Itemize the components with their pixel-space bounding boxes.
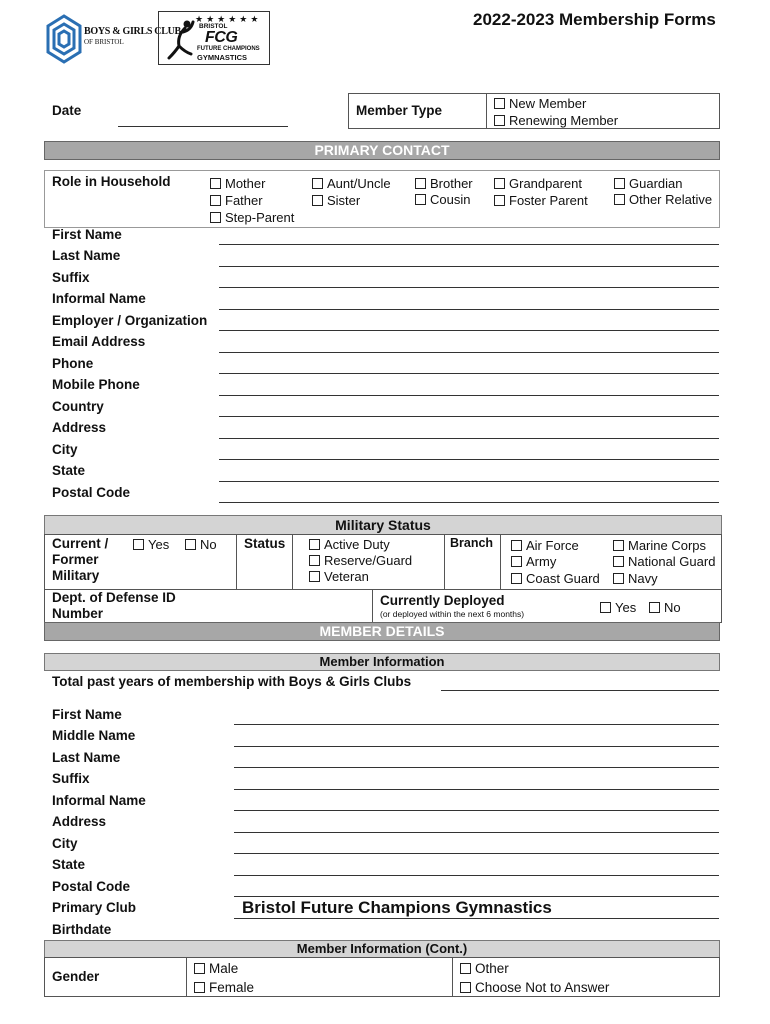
md-informal-name-label: Informal Name — [52, 793, 146, 808]
checkbox-icon — [309, 555, 320, 566]
role-mother-checkbox[interactable]: Mother — [210, 176, 265, 191]
checkbox-icon — [614, 178, 625, 189]
military-yes-checkbox[interactable]: Yes — [133, 537, 169, 552]
checkbox-icon — [133, 539, 144, 550]
military-divider-1 — [236, 534, 237, 590]
md-last-name-label: Last Name — [52, 750, 121, 765]
role-aunt-uncle-checkbox[interactable]: Aunt/Uncle — [312, 176, 391, 191]
gender-divider-2 — [452, 957, 453, 997]
deployed-yes-checkbox[interactable]: Yes — [600, 600, 636, 615]
md-informal-name-input[interactable] — [234, 810, 719, 811]
renewing-member-checkbox[interactable]: Renewing Member — [494, 113, 618, 128]
checkbox-icon — [511, 556, 522, 567]
pc-phone-input[interactable] — [219, 373, 719, 374]
pc-suffix-input[interactable] — [219, 287, 719, 288]
checkbox-icon — [312, 195, 323, 206]
role-brother-checkbox[interactable]: Brother — [415, 176, 473, 191]
md-address-input[interactable] — [234, 832, 719, 833]
md-postal-label: Postal Code — [52, 879, 131, 894]
md-middle-name-label: Middle Name — [52, 728, 136, 743]
military-divider-2 — [292, 534, 293, 590]
pc-postal-input[interactable] — [219, 502, 719, 503]
pc-last-name-input[interactable] — [219, 266, 719, 267]
md-suffix-input[interactable] — [234, 789, 719, 790]
date-input-line[interactable] — [118, 126, 288, 127]
pc-city-label: City — [52, 442, 78, 457]
checkbox-icon — [460, 963, 471, 974]
gender-label: Gender — [52, 969, 100, 984]
pc-first-name-label: First Name — [52, 227, 122, 242]
checkbox-icon — [511, 540, 522, 551]
military-divider-4 — [500, 534, 501, 590]
gender-male-checkbox[interactable]: Male — [194, 961, 238, 976]
pc-state-input[interactable] — [219, 481, 719, 482]
pc-mobile-input[interactable] — [219, 395, 719, 396]
branch-army-checkbox[interactable]: Army — [511, 554, 556, 569]
checkbox-icon — [185, 539, 196, 550]
military-divider-5 — [372, 589, 373, 623]
dod-id-label: Dept. of Defense ID Number — [52, 590, 176, 621]
bgc-logo-subtext: OF BRISTOL — [84, 38, 124, 46]
gender-female-checkbox[interactable]: Female — [194, 980, 254, 995]
checkbox-icon — [415, 194, 426, 205]
checkbox-icon — [312, 178, 323, 189]
md-birthdate-label: Birthdate — [52, 922, 112, 937]
member-information-header: Member Information — [44, 653, 720, 671]
md-suffix-label: Suffix — [52, 771, 90, 786]
md-state-label: State — [52, 857, 86, 872]
pc-last-name-label: Last Name — [52, 248, 121, 263]
md-last-name-input[interactable] — [234, 767, 719, 768]
checkbox-icon — [494, 115, 505, 126]
md-first-name-input[interactable] — [234, 724, 719, 725]
fcg-logo — [158, 11, 270, 65]
checkbox-icon — [511, 573, 522, 584]
role-cousin-checkbox[interactable]: Cousin — [415, 192, 470, 207]
checkbox-icon — [613, 540, 624, 551]
md-primary-club-value[interactable]: Bristol Future Champions Gymnastics — [242, 898, 552, 917]
checkbox-icon — [210, 178, 221, 189]
fcg-logo-sub1: FUTURE CHAMPIONS — [197, 46, 260, 52]
branch-navy-checkbox[interactable]: Navy — [613, 571, 658, 586]
md-postal-input[interactable] — [234, 896, 719, 897]
checkbox-icon — [494, 195, 505, 206]
status-active-duty-checkbox[interactable]: Active Duty — [309, 537, 390, 552]
status-veteran-checkbox[interactable]: Veteran — [309, 569, 369, 584]
role-label: Role in Household — [52, 174, 171, 189]
md-primary-club-input — [234, 918, 719, 919]
date-label: Date — [52, 103, 82, 118]
pc-address-input[interactable] — [219, 438, 719, 439]
currently-deployed-label: Currently Deployed — [380, 593, 505, 608]
status-label: Status — [244, 536, 286, 551]
md-city-input[interactable] — [234, 853, 719, 854]
checkbox-icon — [194, 963, 205, 974]
pc-city-input[interactable] — [219, 459, 719, 460]
branch-air-force-checkbox[interactable]: Air Force — [511, 538, 579, 553]
md-middle-name-input[interactable] — [234, 746, 719, 747]
pc-state-label: State — [52, 463, 86, 478]
member-type-label: Member Type — [356, 103, 443, 118]
md-state-input[interactable] — [234, 875, 719, 876]
member-information-cont-header: Member Information (Cont.) — [44, 940, 720, 958]
pc-address-label: Address — [52, 420, 107, 435]
pc-country-input[interactable] — [219, 416, 719, 417]
pc-phone-label: Phone — [52, 356, 94, 371]
role-father-checkbox[interactable]: Father — [210, 193, 263, 208]
bgc-logo-icon — [44, 12, 84, 66]
deployed-no-checkbox[interactable]: No — [649, 600, 681, 615]
gender-choose-not-checkbox[interactable]: Choose Not to Answer — [460, 980, 609, 995]
checkbox-icon — [494, 98, 505, 109]
pc-mobile-label: Mobile Phone — [52, 377, 140, 392]
gender-divider-1 — [186, 957, 187, 997]
status-reserve-guard-checkbox[interactable]: Reserve/Guard — [309, 553, 412, 568]
pc-suffix-label: Suffix — [52, 270, 90, 285]
checkbox-icon — [600, 602, 611, 613]
currently-deployed-note: (or deployed within the next 6 months) — [380, 609, 525, 619]
pc-employer-label: Employer / Organization — [52, 313, 208, 328]
military-divider-3 — [444, 534, 445, 590]
role-step-parent-checkbox[interactable]: Step-Parent — [210, 210, 294, 225]
role-foster-parent-checkbox[interactable]: Foster Parent — [494, 193, 588, 208]
current-former-military-label: Current / Former Military — [52, 536, 109, 583]
member-type-divider — [486, 93, 487, 129]
role-grandparent-checkbox[interactable]: Grandparent — [494, 176, 582, 191]
md-city-label: City — [52, 836, 78, 851]
checkbox-icon — [460, 982, 471, 993]
gymnast-icon — [165, 16, 195, 62]
checkbox-icon — [194, 982, 205, 993]
new-member-checkbox[interactable]: New Member — [494, 96, 586, 111]
role-other-relative-checkbox[interactable]: Other Relative — [614, 192, 712, 207]
checkbox-icon — [210, 212, 221, 223]
pc-postal-label: Postal Code — [52, 485, 131, 500]
pc-email-input[interactable] — [219, 352, 719, 353]
fcg-logo-main: FCG — [205, 29, 238, 46]
pc-email-label: Email Address — [52, 334, 146, 349]
past-years-input[interactable] — [441, 690, 719, 691]
pc-first-name-input[interactable] — [219, 244, 719, 245]
branch-marine-corps-checkbox[interactable]: Marine Corps — [613, 538, 706, 553]
military-status-header: Military Status — [44, 515, 722, 535]
checkbox-icon — [613, 573, 624, 584]
gender-other-checkbox[interactable]: Other — [460, 961, 509, 976]
md-primary-club-label: Primary Club — [52, 900, 137, 915]
md-first-name-label: First Name — [52, 707, 122, 722]
checkbox-icon — [309, 539, 320, 550]
role-sister-checkbox[interactable]: Sister — [312, 193, 360, 208]
page-title: 2022-2023 Membership Forms — [473, 10, 716, 29]
fcg-logo-sub2: GYMNASTICS — [197, 53, 248, 62]
past-years-label: Total past years of membership with Boys & Girls Clubs — [52, 674, 412, 689]
branch-coast-guard-checkbox[interactable]: Coast Guard — [511, 571, 600, 586]
checkbox-icon — [649, 602, 660, 613]
md-address-label: Address — [52, 814, 107, 829]
branch-national-guard-checkbox[interactable]: National Guard — [613, 554, 715, 569]
fcg-logo-top: BRISTOL — [199, 23, 228, 30]
checkbox-icon — [613, 556, 624, 567]
checkbox-icon — [309, 571, 320, 582]
pc-employer-input[interactable] — [219, 330, 719, 331]
checkbox-icon — [210, 195, 221, 206]
gender-box — [44, 957, 720, 997]
military-no-checkbox[interactable]: No — [185, 537, 217, 552]
checkbox-icon — [415, 178, 426, 189]
checkbox-icon — [494, 178, 505, 189]
bgc-logo — [44, 12, 181, 68]
pc-country-label: Country — [52, 399, 104, 414]
member-details-header: MEMBER DETAILS — [44, 622, 720, 641]
primary-contact-header: PRIMARY CONTACT — [44, 141, 720, 160]
branch-label: Branch — [450, 536, 494, 550]
bgc-logo-text: BOYS & GIRLS CLUB — [84, 26, 181, 37]
role-guardian-checkbox[interactable]: Guardian — [614, 176, 682, 191]
pc-informal-name-input[interactable] — [219, 309, 719, 310]
fcg-stars: ★★★★★★ — [195, 14, 262, 24]
checkbox-icon — [614, 194, 625, 205]
pc-informal-name-label: Informal Name — [52, 291, 146, 306]
